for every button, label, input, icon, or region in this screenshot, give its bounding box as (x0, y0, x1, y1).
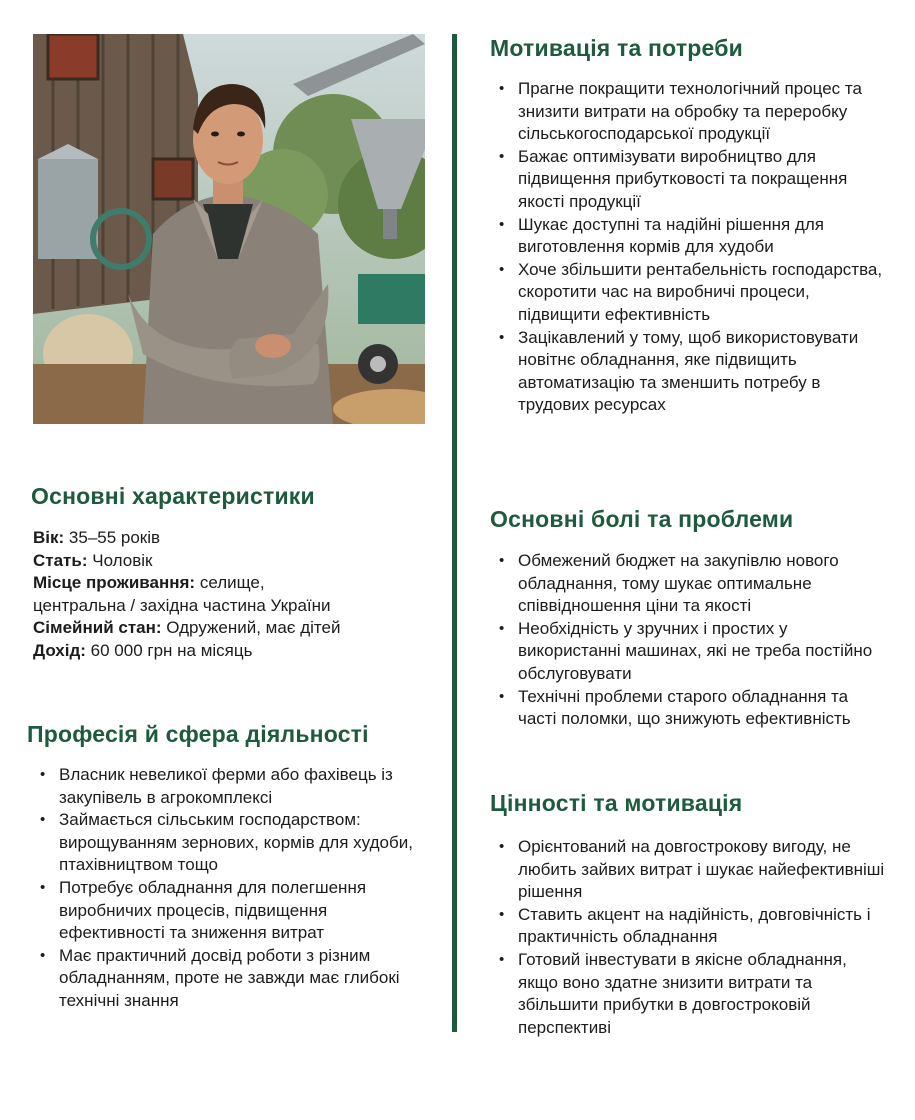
pains-title: Основні болі та проблеми (490, 506, 794, 532)
fact-family: Сімейний стан: Одружений, має дітей (33, 618, 341, 637)
column-divider (452, 34, 457, 1032)
list-item: • Має практичний досвід роботи з різним обладнанням, проте не завжди має глибокі технічні знання (33, 945, 413, 1013)
list-item: • Хоче збільшити рентабельність господарства, скоротити час на виробничі процеси, підвищити ефективність (492, 259, 887, 327)
profession-list (33, 764, 413, 1013)
fact-residence-cont: центральна / західна частина України (33, 595, 331, 615)
fact-residence: Місце проживання: селище, (33, 573, 265, 592)
list-item: • Обмежений бюджет на закупівлю нового обладнання, тому шукає оптимальне співвідношення ціни та якості (492, 550, 887, 618)
list-item: • Займається сільським господарством: вирощуванням зернових, кормів для худоби, птахівництвом тощо (33, 809, 413, 877)
list-item: • Ставить акцент на надійність, довговічність і практичність обладнання (492, 904, 887, 949)
list-item: • Шукає доступні та надійні рішення для виготовлення кормів для худоби (492, 214, 887, 259)
list-item: • Зацікавлений у тому, щоб використовувати новітнє обладнання, яке підвищить автоматизацію та зменшить потребу в трудових ресурсах (492, 327, 887, 417)
fact-gender: Стать: Чоловік (33, 550, 153, 570)
motivation-title: Мотивація та потреби (490, 35, 743, 61)
list-item: • Орієнтований на довгострокову вигоду, не любить зайвих витрат і шукає найефективніші рішення (492, 836, 887, 904)
characteristics-facts (33, 527, 433, 662)
list-item: • Потребує обладнання для полегшення виробничих процесів, підвищення ефективності та зниження витрат (33, 877, 413, 945)
list-item: • Власник невеликої ферми або фахівець із закупівель в агрокомплексі (33, 764, 413, 809)
farmer-photo (33, 34, 425, 424)
motivation-list (492, 78, 887, 417)
list-item: • Бажає оптимізувати виробництво для підвищення прибутковості та покращення якості продукції (492, 146, 887, 214)
values-title: Цінності та мотивація (490, 790, 743, 816)
list-item: • Прагне покращити технологічний процес та знизити витрати на обробку та переробку сільськогосподарської продукції (492, 78, 887, 146)
profession-title: Професія й сфера діяльності (27, 721, 369, 747)
fact-age: Вік: 35–55 років (33, 528, 161, 547)
fact-income: Дохід: 60 000 грн на місяць (33, 640, 253, 660)
farmer-illustration (33, 34, 425, 424)
list-item: • Готовий інвестувати в якісне обладнання, якщо воно здатне знизити витрати та збільшити прибутки в довгостроковій перспективі (492, 949, 887, 1039)
characteristics-title: Основні характеристики (31, 483, 315, 509)
list-item: • Технічні проблеми старого обладнання та часті поломки, що знижують ефективність (492, 686, 887, 731)
values-list (492, 836, 887, 1039)
list-item: • Необхідність у зручних і простих у використанні машинах, які не треба постійно обслуговувати (492, 618, 887, 686)
pains-list (492, 550, 887, 731)
